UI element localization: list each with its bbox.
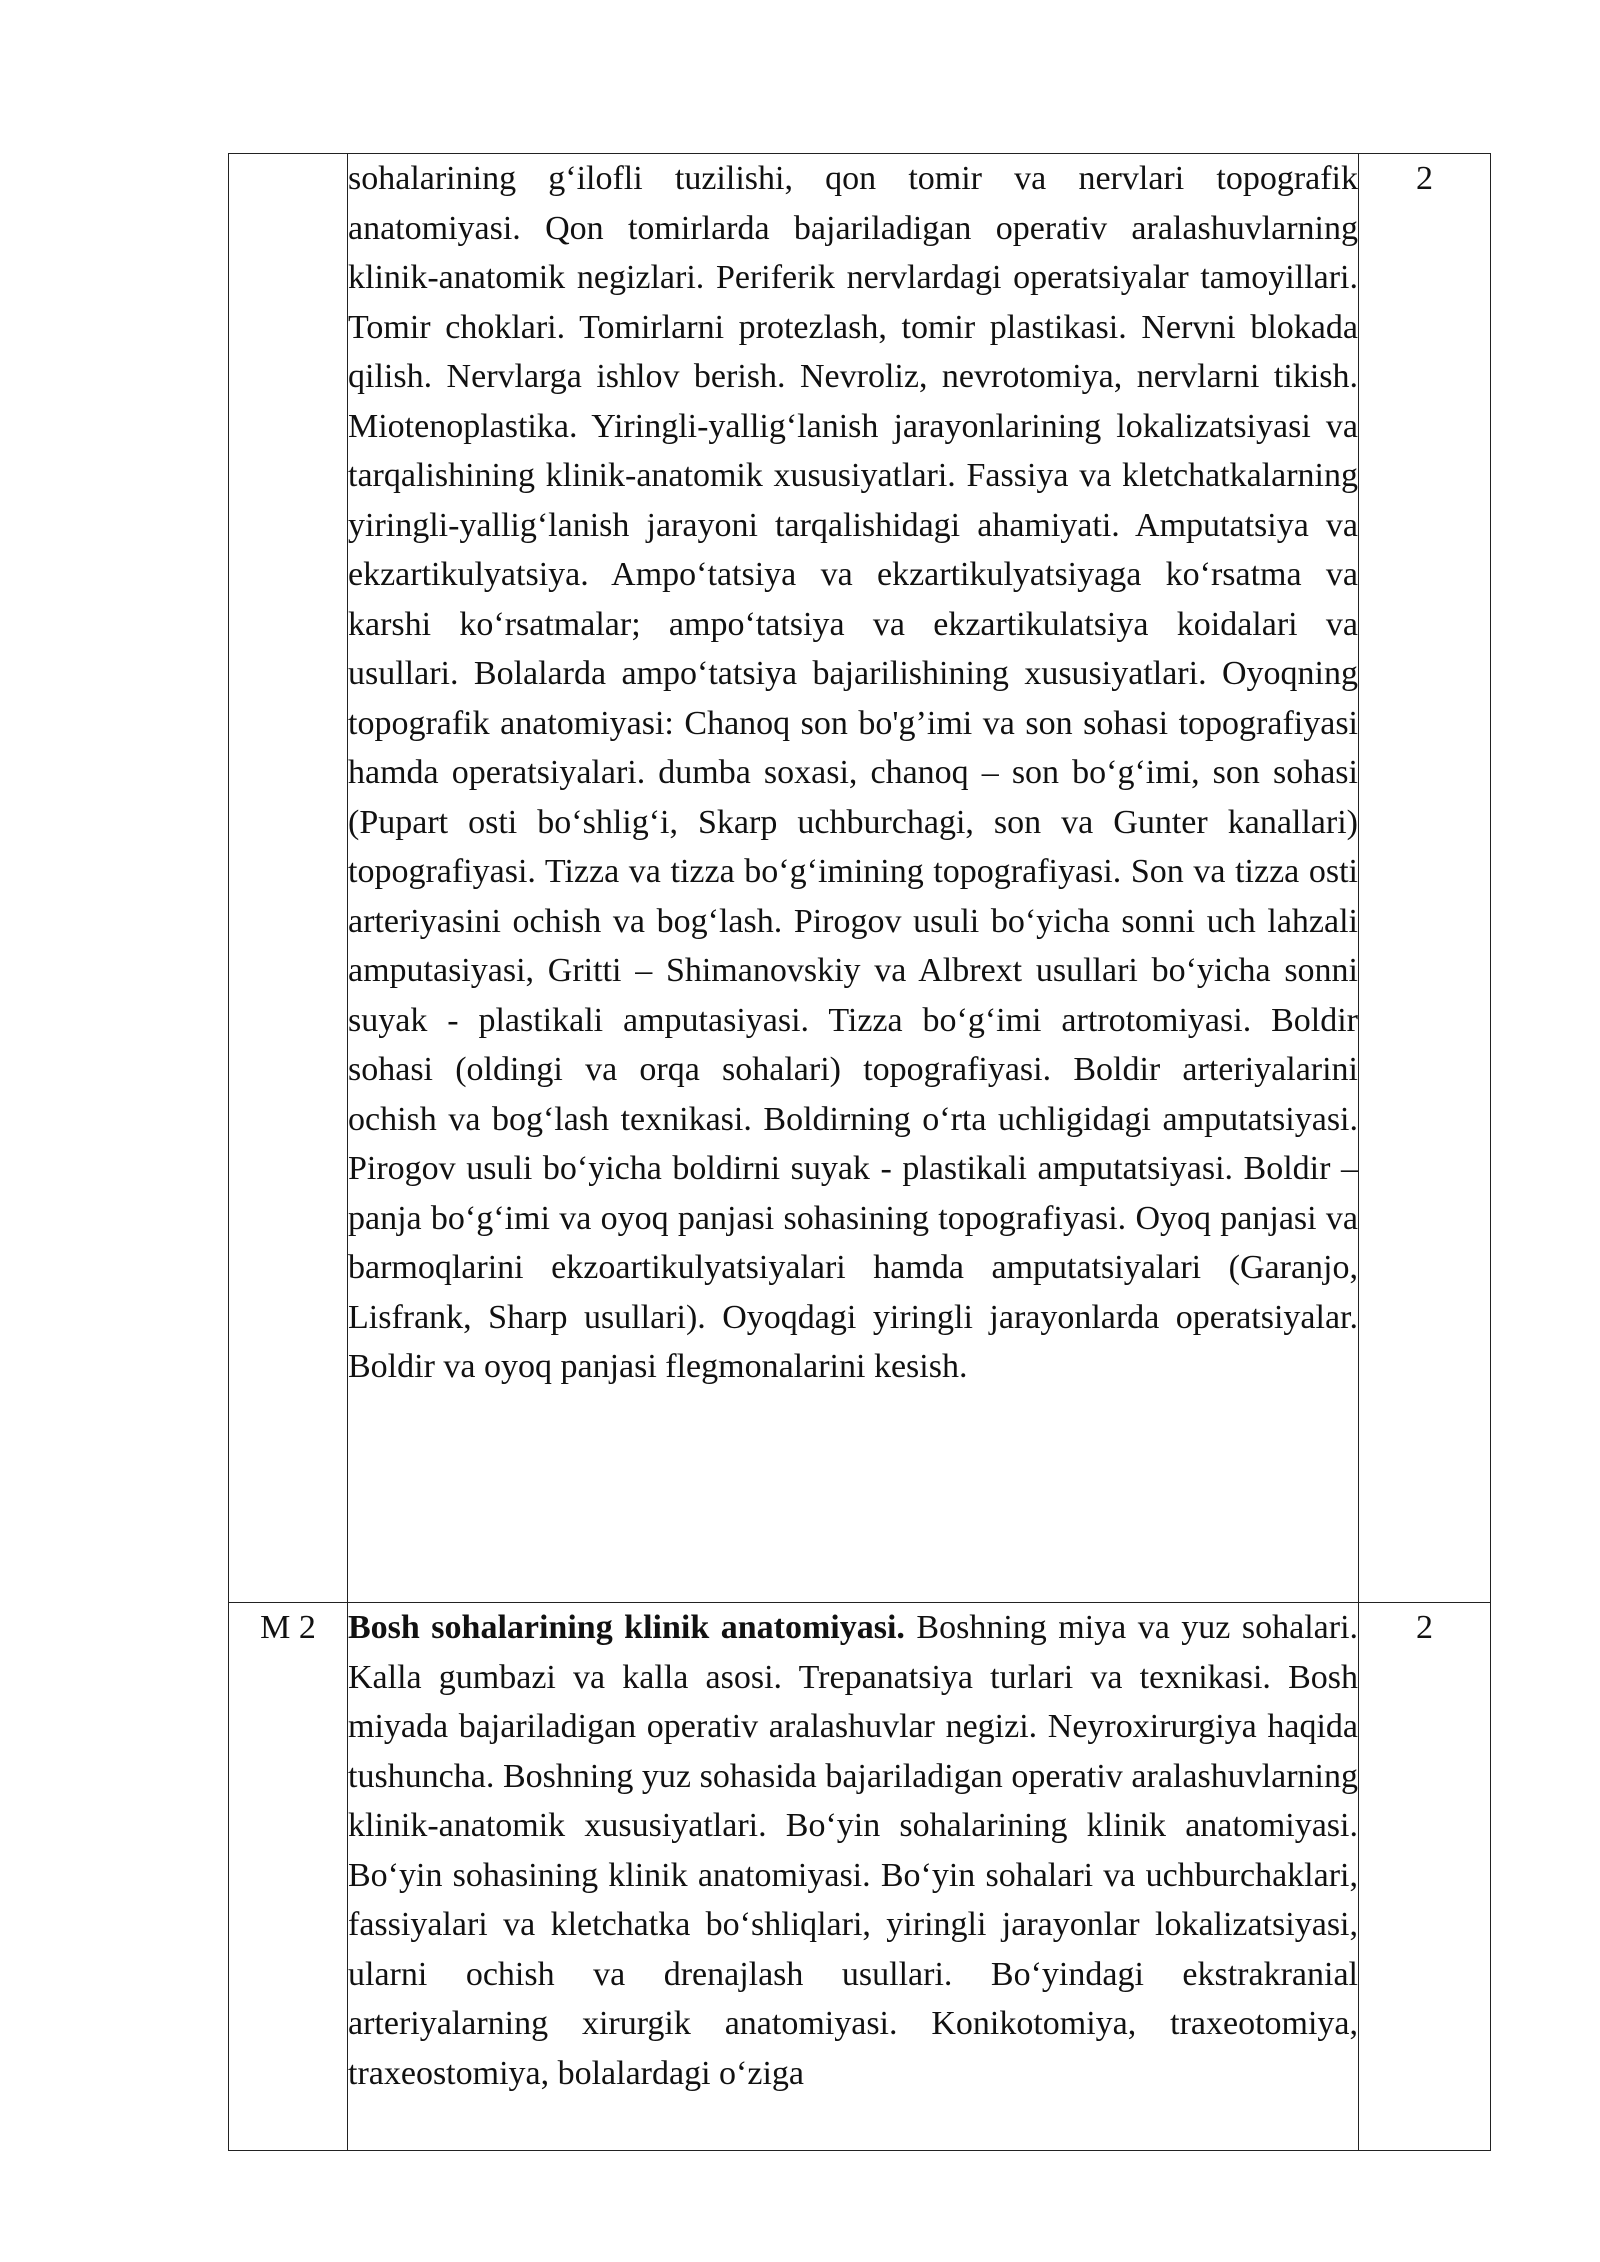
module-code-cell [229,154,348,1603]
topic-content-cell [348,1603,1359,2151]
hours-cell: 2 [1359,154,1491,1603]
table-row [229,154,1491,1603]
table-row [229,1603,1491,2151]
topic-description: Boshning miya va yuz sohalari. Kalla gumbazi va kalla asosi. Trepanatsiya turlari va texnikasi. Bosh miyada bajariladigan operativ aralashuvlar negizi. Neyroxirurgiya haqida tushuncha. Boshning yuz sohasida bajariladigan operativ aralashuvlarning klinik-anatomik xususiyatlari. Bo‘yin sohalarining klinik anatomiyasi. Bo‘yin sohasining klinik anatomiyasi. Bo‘yin sohalari va uchburchaklari, fassiyalari va kletchatka bo‘shliqlari, yiringli jarayonlar lokalizatsiyasi, ularni ochish va drenajlash usullari. Bo‘yindagi ekstrakranial arteriyalarning xirurgik anatomiyasi. Konikotomiya, traxeotomiya, traxeostomiya, bolalardagi o‘ziga [348,1609,1359,2092]
topic-description: sohalarining g‘ilofli tuzilishi, qon tomir va nervlari topografik anatomiyasi. Qon tomirlarda bajariladigan operativ aralashuvlarning klinik-anatomik negizlari. Periferik nervlardagi operatsiyalar tamoyillari. Tomir choklari. Tomirlarni protezlash, tomir plastikasi. Nervni blokada qilish. Nervlarga ishlov berish. Nevroliz, nevrotomiya, nervlarni tikish. Miotenoplastika. Yiringli-yallig‘lanish jarayonlarining lokalizatsiyasi va tarqalishining klinik-anatomik xususiyatlari. Fassiya va kletchatkalarning yiringli-yallig‘lanish jarayoni tarqalishidagi ahamiyati. Amputatsiya va ekzartikulyatsiya. Ampo‘tatsiya va ekzartikulyatsiyaga ko‘rsatma va karshi ko‘rsatmalar; ampo‘tatsiya va ekzartikulatsiya koidalari va usullari. Bolalarda ampo‘tatsiya bajarilishining xususiyatlari. Oyoqning topografik anatomiyasi: Chanoq son bo'g’imi va son sohasi topografiyasi hamda operatsiyalari. dumba soxasi, chanoq – son bo‘g‘imi, son sohasi (Pupart osti bo‘shlig‘i, Skarp uchburchagi, son va Gunter kanallari) topografiyasi. Tizza va tizza bo‘g‘imining topografiyasi. Son va tizza osti arteriyasini ochish va bog‘lash. Pirogov usuli bo‘yicha sonni uch lahzali amputasiyasi, Gritti – Shimanovskiy va Albrext usullari bo‘yicha sonni suyak - plastikali amputasiyasi. Tizza bo‘g‘imi artrotomiyasi. Boldir sohasi (oldingi va orqa sohalari) topografiyasi. Boldir arteriyalarini ochish va bog‘lash texnikasi. Boldirning o‘rta uchligidagi amputatsiyasi. Pirogov usuli bo‘yicha boldirni suyak - plastikali amputatsiyasi. Boldir – panja bo‘g‘imi va oyoq panjasi sohasining topografiyasi. Oyoq panjasi va barmoqlarini ekzoartikulyatsiyalari hamda amputatsiyalari (Garanjo, Lisfrank, Sharp usullari). Oyoqdagi yiringli jarayonlarda operatsiyalar. Boldir va oyoq panjasi flegmonalarini kesish. [348,160,1358,1385]
topic-content-cell [348,154,1359,1603]
hours-cell: 2 [1359,1603,1491,2151]
syllabus-table [228,153,1491,2151]
topic-title: Bosh sohalarining klinik anatomiyasi. [348,1609,905,1646]
module-code-cell: M 2 [229,1603,348,2151]
